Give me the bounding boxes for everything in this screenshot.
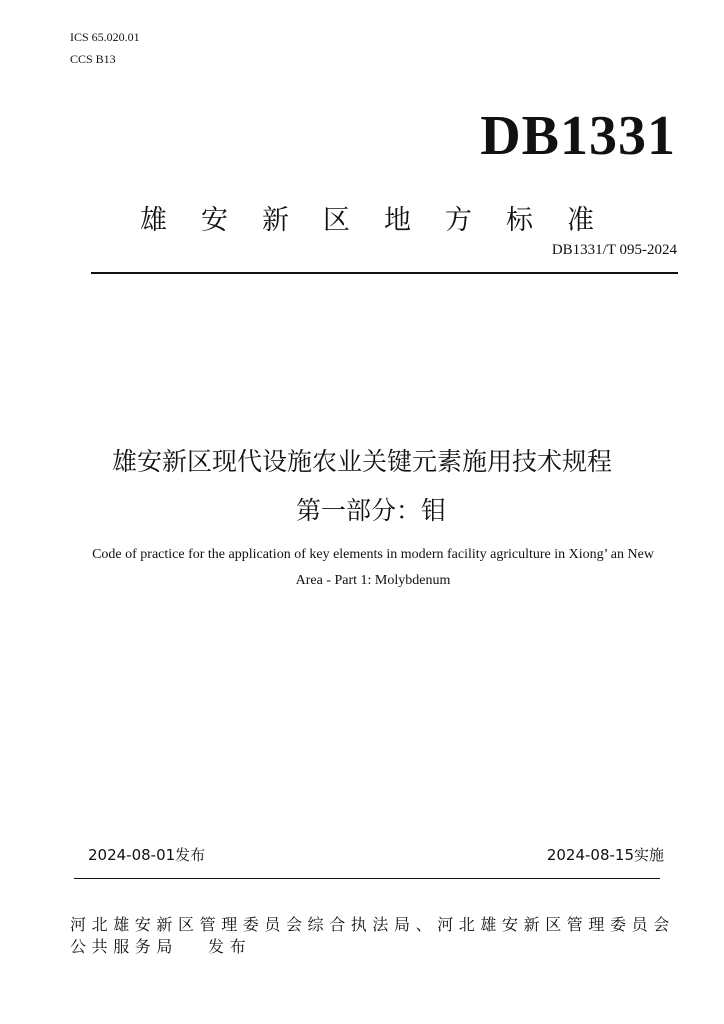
standard-type-label: 雄安新区地方标准 [140,205,628,236]
document-subtitle-cn: 第一部分：钼 [295,496,446,525]
document-title-en-line2: Area - Part 1: Molybdenum [295,573,451,588]
issue-date: 2024-08-01发布 [88,846,206,864]
implementation-date: 2024-08-15实施 [546,846,664,864]
ics-code: ICS 65.020.01 [70,30,140,44]
standard-big-code: DB1331 [480,105,676,167]
bottom-divider [74,878,660,879]
standard-number: DB1331/T 095-2024 [551,242,677,258]
top-divider [91,272,678,274]
publisher-block [70,914,680,958]
publisher-names: 河北雄安新区管理委员会综合执法局、河北雄安新区管理委员会公共服务局 [70,915,675,956]
ccs-code: CCS B13 [70,52,116,66]
publish-action: 发布 [208,937,252,956]
document-title-cn: 雄安新区现代设施农业关键元素施用技术规程 [111,447,612,476]
document-title-en-line1: Code of practice for the application of key elements in modern facility agriculture in Xiong’ an New [92,547,654,562]
